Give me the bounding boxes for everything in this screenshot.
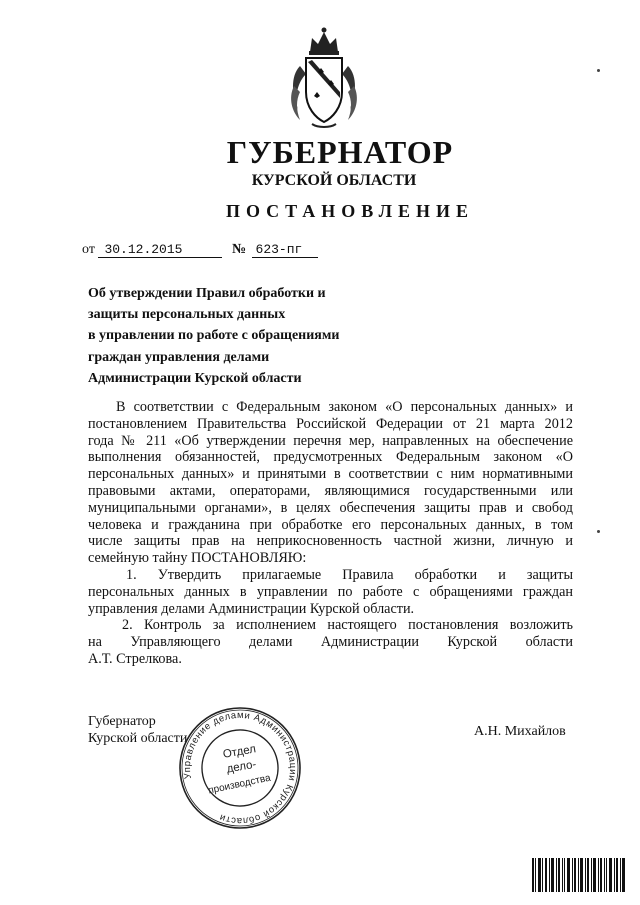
- subject-line: граждан управления делами: [88, 349, 270, 365]
- body-line: постановлением Правительства Российской Федерации от 21 марта 2012: [88, 415, 573, 432]
- region-subtitle: КУРСКОЙ ОБЛАСТИ: [251, 172, 417, 189]
- body-line: муниципальными органами», в целях обеспечения защиты прав и свобод: [88, 499, 573, 516]
- signatory-position-line: Курской области: [88, 731, 188, 746]
- body-line: персональных данных в управлении по работе с обращениями граждан: [88, 583, 573, 600]
- body-line: семейную тайну ПОСТАНОВЛЯЮ:: [88, 550, 307, 567]
- body-line: человека и гражданина при обработке его персональных данных, в том: [88, 516, 573, 533]
- scan-speck: [597, 69, 600, 72]
- document-date: 30.12.2015: [98, 242, 222, 258]
- body-line: В соответствии с Федеральным законом «О персональных данных» и: [116, 399, 573, 415]
- body-line: на Управляющего делами Администрации Курской области: [88, 634, 573, 651]
- subject-line: защиты персональных данных: [88, 307, 286, 323]
- scan-speck: [597, 530, 600, 533]
- body-line: А.Т. Стрелкова.: [88, 650, 182, 667]
- barcode-image: [532, 858, 626, 892]
- body-line: 1. Утвердить прилагаемые Правила обработки и защиты: [126, 566, 573, 583]
- body-line: правовыми актами, операторами, являющимися государственными или: [88, 482, 573, 499]
- coat-of-arms-emblem: [288, 26, 360, 130]
- date-number-line: [82, 242, 318, 258]
- signatory-name: А.Н. Михайлов: [474, 724, 566, 739]
- stamp-center-line: производства: [207, 772, 272, 797]
- subject-line: Об утверждении Правил обработки и: [88, 286, 326, 301]
- stamp-ring-text-path: Управление делами Администрации Курской области: [181, 709, 299, 827]
- document-type: ПОСТАНОВЛЕНИЕ: [225, 201, 475, 221]
- body-line: года № 211 «Об утверждении перечня мер, направленных на обеспечение: [88, 432, 573, 449]
- subject-line: в управлении по работе с обращениями: [88, 328, 340, 344]
- date-label: от: [82, 242, 95, 257]
- document-number: 623-пг: [252, 242, 318, 258]
- number-label: №: [231, 242, 247, 257]
- body-line: управления делами Администрации Курской области.: [88, 600, 415, 617]
- body-line: числе защиты прав на неприкосновенность частной жизни, личную и: [88, 533, 573, 550]
- office-stamp: [172, 703, 308, 833]
- document-subject: [88, 283, 339, 389]
- document-body: [88, 399, 573, 668]
- body-line: выполнения обязанностей, предусмотренных Федеральным законом «О: [88, 449, 573, 466]
- signatory-position-line: Губернатор: [88, 714, 156, 729]
- subject-line: Администрации Курской области: [88, 370, 302, 386]
- body-line: 2. Контроль за исполнением настоящего постановления возложить: [122, 617, 573, 634]
- stamp-center-line: дело-: [225, 758, 258, 776]
- body-line: персональных данных» и принятыми в соответствии с ним нормативными: [88, 466, 573, 483]
- document-title: ГУБЕРНАТОР: [226, 134, 454, 170]
- stamp-center-line: Отдел: [222, 743, 257, 761]
